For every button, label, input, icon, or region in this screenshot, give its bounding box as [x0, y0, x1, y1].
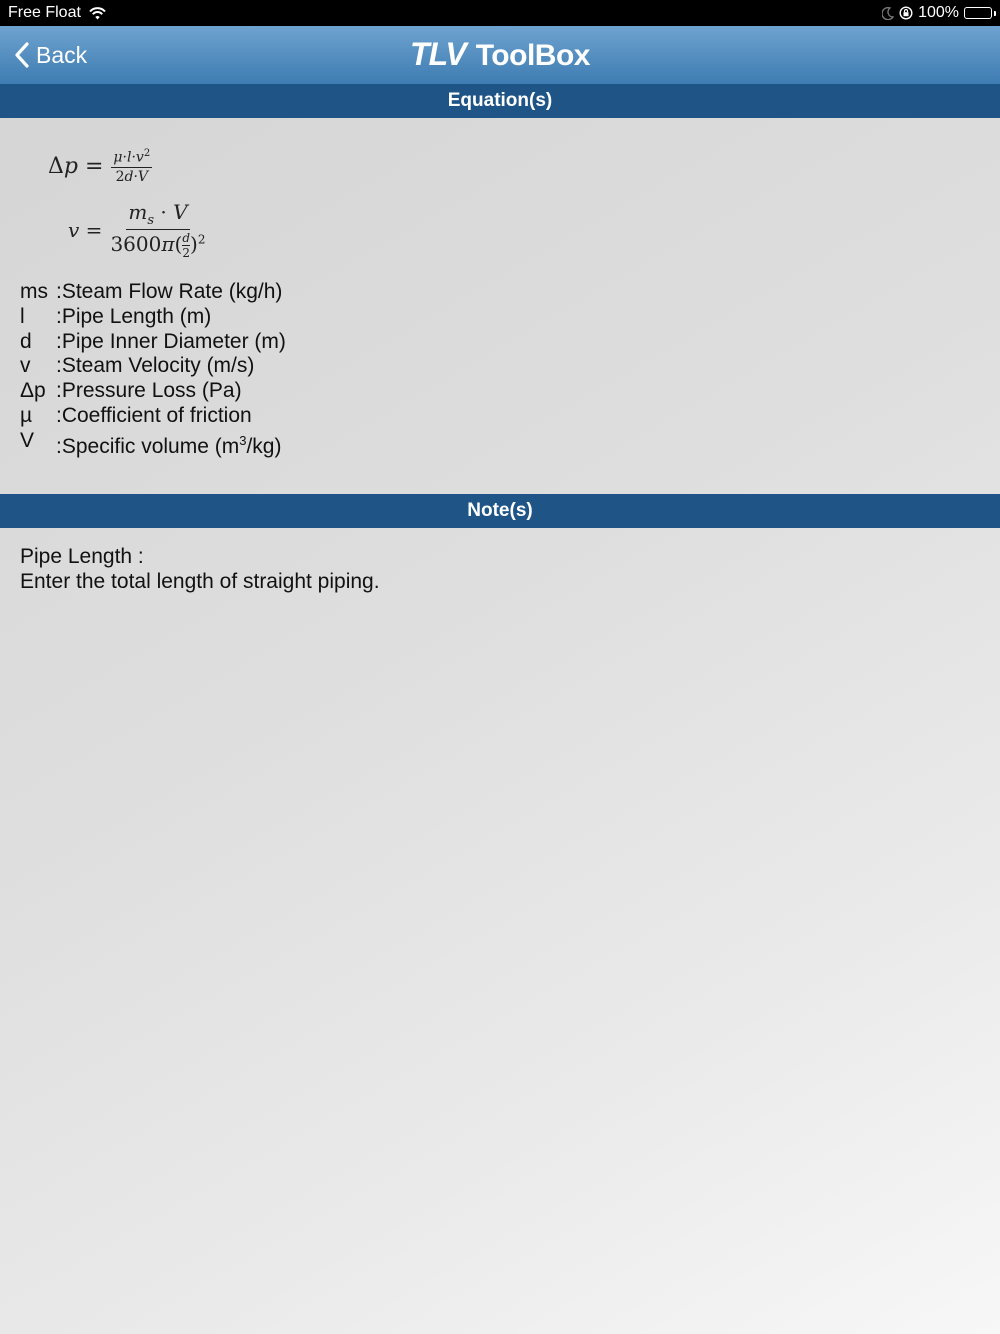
pressure-loss-equation: Δp = $\frac{\mu\cdot l\cdot v^2}{2d\cdot V}$: [48, 148, 151, 185]
battery-icon: [964, 7, 992, 19]
list-item: µ :Coefficient of friction: [20, 403, 252, 427]
rotation-lock-icon: [899, 6, 913, 20]
velocity-equation: v = $m_s \cdot V$ 3600π( $\frac{d}{2}$ )$^2$: [68, 200, 206, 260]
navigation-bar: [0, 26, 1000, 84]
variable-legend: [20, 280, 286, 460]
list-item: v :Steam Velocity (m/s): [20, 354, 255, 378]
battery-percentage: 100%: [918, 4, 959, 21]
list-item: d :Pipe Inner Diameter (m): [20, 329, 286, 353]
carrier-label: Free Float: [8, 4, 81, 21]
list-item: ms :Steam Flow Rate (kg/h): [20, 280, 283, 303]
tlv-toolbox-logo: TLV ToolBox: [410, 36, 590, 72]
note-heading: Pipe Length :: [20, 545, 144, 568]
equations-header: Equation(s): [0, 84, 1000, 118]
status-bar: [0, 0, 1000, 26]
back-label: Back: [36, 41, 88, 68]
list-item: Δp :Pressure Loss (Pa): [20, 379, 242, 403]
list-item: V :Specific volume $(m^3/kg)$: [20, 428, 282, 458]
notes-content: [20, 544, 380, 594]
note-body: Enter the total length of straight piping.: [20, 570, 380, 593]
notes-header: Note(s): [0, 494, 1000, 528]
list-item: l :Pipe Length (m): [20, 304, 212, 328]
wifi-icon: [89, 7, 106, 20]
moon-icon: [882, 7, 894, 20]
